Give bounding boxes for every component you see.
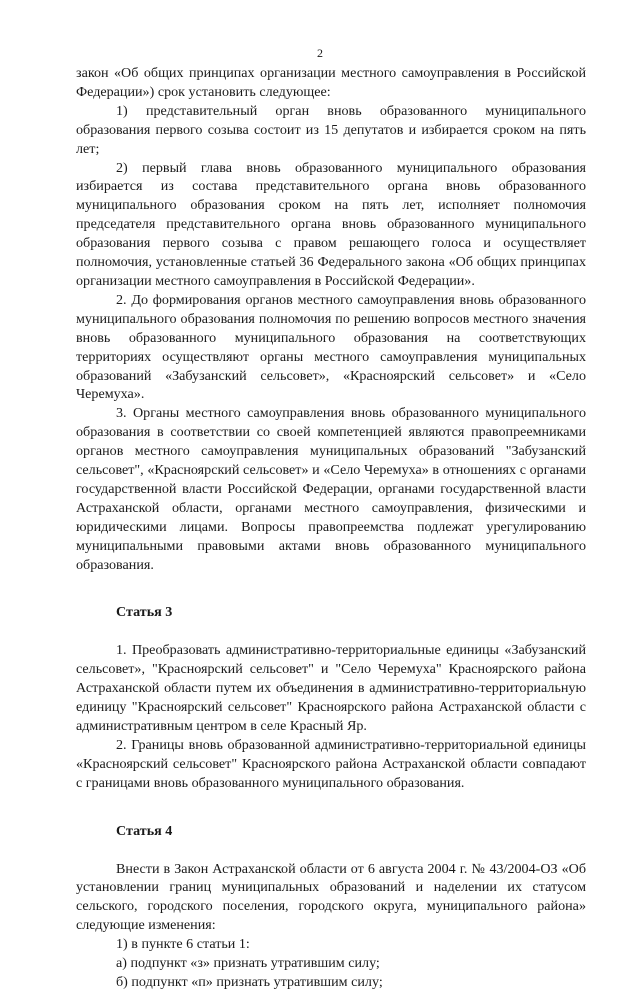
paragraph: 2. До формирования органов местного самоуправления вновь образованного муниципального образования полномочия по решению вопросов местного значения вновь образованного муниципального образования на соответствующих территориях осуществляют органы местного самоуправления муниципальных образований «Забузанский сельсовет», «Красноярский сельсовет» и «Село Черемуха». — [76, 291, 586, 403]
paragraph: 2) первый глава вновь образованного муниципального образования избирается из состава представительного органа вновь образованного муниципального образования сроком на пять лет, исполняет полномочия председателя представительного органа вновь образованного муниципального образования первого созыва с правом решающего голоса и осуществляет полномочия, установленные статьей 36 Федерального закона «Об общих принципах организации местного самоуправления в Российской Федерации». — [76, 159, 586, 289]
paragraph: 2. Границы вновь образованной административно-территориальной единицы «Красноярский сельсовет" Красноярского района Астраханской области совпадают с границами вновь образованного муниципального образования. — [76, 736, 586, 791]
list-item: 1) в пункте 6 статьи 1: — [116, 936, 250, 953]
page-number: 2 — [317, 46, 323, 60]
article-3-heading: Статья 3 — [116, 604, 173, 621]
article-4-heading: Статья 4 — [116, 822, 173, 839]
paragraph: Внести в Закон Астраханской области от 6 августа 2004 г. № 43/2004-ОЗ «Об установлении границ муниципальных образований и наделении их статусом сельского, городского поселения, городского округа, муниципального района» следующие изменения: — [76, 860, 586, 934]
paragraph: закон «Об общих принципах организации местного самоуправления в Российской Федерации») срок установить следующее: — [76, 65, 586, 100]
document-body — [76, 64, 586, 992]
paragraph: 3. Органы местного самоуправления вновь образованного муниципального образования в соответствии со своей компетенцией являются правопреемниками органов местного самоуправления муниципальных образований "Забузанский сельсовет", «Красноярский сельсовет» и «Село Черемуха» в отношениях с органами государственной власти Российской Федерации, органами государственной власти Астраханской области, органами местного самоуправления, физическими и юридическими лицами. Вопросы правопреемства подлежат урегулированию муниципальными правовыми актами вновь образованного муниципального образования. — [76, 405, 586, 573]
list-item: б) подпункт «п» признать утратившим силу; — [116, 973, 383, 990]
list-item: а) подпункт «з» признать утратившим силу; — [116, 955, 380, 972]
paragraph: 1. Преобразовать административно-территориальные единицы «Забузанский сельсовет», "Красноярский сельсовет" и "Село Черемуха" Красноярского района Астраханской области путем их объединения в административно-территориальную единицу "Красноярский сельсовет" Красноярского района Астраханской области с административным центром в селе Красный Яр. — [76, 642, 586, 734]
paragraph: 1) представительный орган вновь образованного муниципального образования первого созыва состоит из 15 депутатов и избирается сроком на пять лет; — [76, 102, 586, 157]
